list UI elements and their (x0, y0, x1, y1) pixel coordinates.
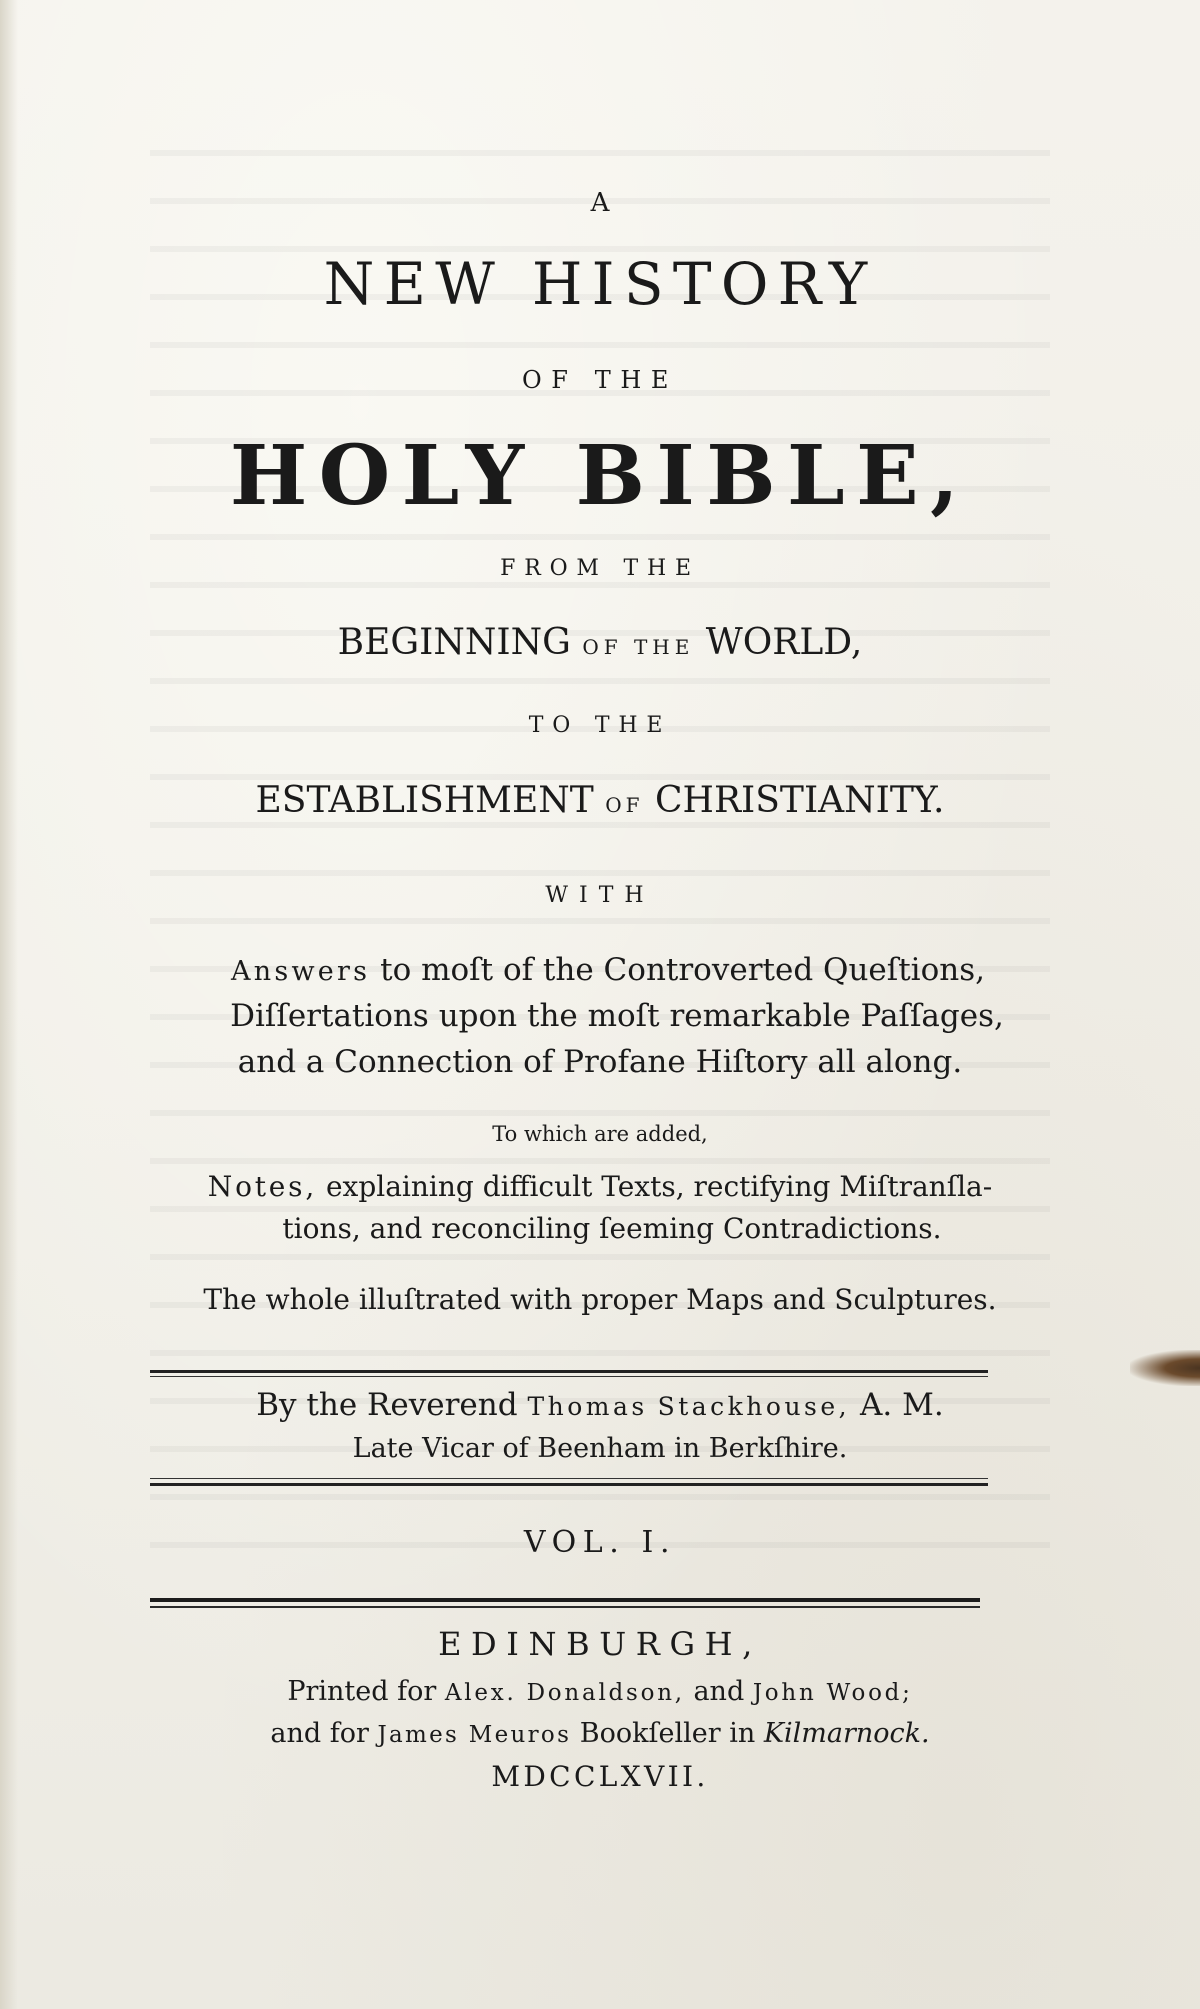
title-line-1: NEW HISTORY (323, 250, 877, 318)
answers-line-1-text: to moſt of the Controverted Queſtions, (380, 952, 985, 988)
subtitle-world: WORLD, (705, 622, 863, 663)
answers-lead: Answers (230, 956, 371, 987)
notes-lead: Notes, (207, 1170, 318, 1203)
subtitle-to-the: TO THE (528, 713, 672, 738)
imprint-printers-line (0, 1676, 1200, 1707)
imprint-bookseller-name: James Meuros (377, 1722, 572, 1748)
imprint-city: EDINBURGH, (438, 1625, 762, 1663)
title-line-2: HOLY BIBLE, (229, 428, 971, 524)
notes-line-2: tions, and reconciling ſeeming Contradictions. (282, 1212, 942, 1245)
notes-line-1 (0, 1170, 1200, 1203)
author-degree: A. M. (860, 1387, 944, 1423)
answers-line-1 (0, 952, 1200, 988)
show-through-text (150, 150, 1050, 1550)
subtitle-of-small: OF (605, 793, 644, 817)
imprint-and: and (693, 1676, 745, 1707)
answers-line-2: Diſſertations upon the moſt remarkable Paſſages, (230, 998, 1004, 1034)
subtitle-from-the: FROM THE (500, 556, 700, 581)
subtitle-with: WITH (545, 883, 655, 908)
subtitle-beginning-line (0, 622, 1200, 663)
title-of-the: OF THE (521, 366, 678, 394)
illustrated-line: The whole illuſtrated with proper Maps and Sculptures. (203, 1283, 997, 1316)
answers-line-3: and a Connection of Profane Hiſtory all along. (237, 1044, 963, 1080)
author-first-name: Thomas (527, 1392, 648, 1421)
author-position: Late Vicar of Beenham in Berkſhire. (352, 1433, 848, 1464)
imprint-bookseller-line (0, 1718, 1200, 1749)
rule-bottom-1 (150, 1598, 980, 1602)
subtitle-beginning: BEGINNING (337, 622, 571, 663)
volume-number: VOL. I. (523, 1525, 677, 1560)
imprint-printer-1: Alex. Donaldson, (444, 1680, 685, 1706)
imprint-printer-2: John Wood; (752, 1680, 913, 1706)
rule-double-top-2 (150, 1376, 988, 1377)
subtitle-establishment-line (0, 780, 1200, 821)
title-article: A (590, 188, 610, 218)
author-by-the: By the Reverend (256, 1387, 518, 1423)
to-which-added: To which are added, (492, 1122, 708, 1146)
subtitle-of-the-small: OF THE (582, 635, 695, 659)
rule-mid-2 (150, 1483, 988, 1486)
author-last-name: Stackhouse, (657, 1392, 851, 1421)
notes-line-1-text: explaining difficult Texts, rectifying Miſtranſla- (325, 1170, 993, 1203)
author-line (0, 1387, 1200, 1423)
rule-mid-1 (150, 1478, 988, 1479)
page-edge-stain (1130, 1350, 1200, 1386)
imprint-bookseller-suffix: Bookſeller in (579, 1718, 756, 1749)
rule-double-top-1 (150, 1370, 988, 1373)
rule-bottom-2 (150, 1606, 980, 1608)
subtitle-christianity: CHRISTIANITY. (655, 780, 945, 821)
imprint-place: Kilmarnock. (763, 1718, 930, 1749)
imprint-printed-for: Printed for (287, 1676, 437, 1707)
imprint-year: MDCCLXVII. (491, 1760, 709, 1793)
imprint-and-for: and for (270, 1718, 369, 1749)
subtitle-establishment: ESTABLISHMENT (255, 780, 594, 821)
